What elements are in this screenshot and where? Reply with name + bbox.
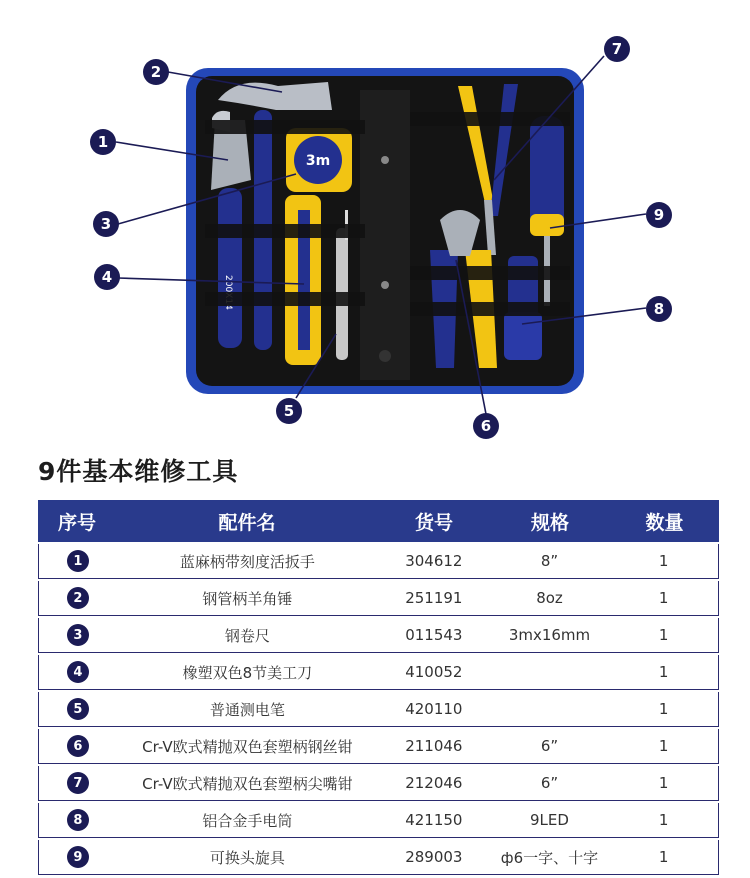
item-code-cell: 289003 [405,848,463,866]
part-name-cell: 蓝麻柄带刻度活扳手 [179,552,315,571]
part-name-cell: 橡塑双色8节美工刀 [182,663,313,682]
item-code-cell: 011543 [405,626,463,644]
row-index-cell [39,661,117,683]
row-number-badge: 8 [67,809,89,831]
callout-1: 1 [90,129,116,155]
callout-4: 4 [94,264,120,290]
spec-cell: 3mx16mm [508,626,591,644]
row-index-cell [39,550,117,572]
header-index: 序号 [57,511,96,534]
table-row [38,692,719,727]
part-name-cell: 钢管柄羊角锤 [202,589,293,608]
table-row [38,544,719,579]
table-row [38,840,719,875]
quantity-cell: 1 [658,848,669,866]
callout-2: 2 [143,59,169,85]
header-quantity: 数量 [645,511,684,534]
row-number-badge: 9 [67,846,89,868]
header-spec: 规格 [530,511,569,534]
row-number-badge: 6 [67,735,89,757]
row-index-cell [39,772,117,794]
quantity-cell: 1 [658,626,669,644]
part-name-cell: 可换头旋具 [209,848,285,867]
table-body [38,544,719,875]
row-index-cell [39,846,117,868]
item-code-cell: 251191 [405,589,463,607]
row-index-cell [39,735,117,757]
spec-cell: 8oz [536,589,563,607]
part-name-cell: Cr-V欧式精抛双色套塑柄尖嘴钳 [142,774,353,793]
callout-8: 8 [646,296,672,322]
spec-cell: 8” [540,552,559,570]
item-code-cell: 212046 [405,774,463,792]
table-row [38,766,719,801]
part-name-cell: Cr-V欧式精抛双色套塑柄钢丝钳 [142,737,353,756]
row-number-badge: 3 [67,624,89,646]
part-name-cell: 钢卷尺 [224,626,270,645]
callout-9: 9 [646,202,672,228]
header-item-code: 货号 [414,511,453,534]
callout-6: 6 [473,413,499,439]
table-row [38,655,719,690]
row-index-cell [39,809,117,831]
spec-cell: 6” [540,737,559,755]
part-name-cell: 普通测电笔 [209,700,285,719]
row-index-cell [39,624,117,646]
quantity-cell: 1 [658,552,669,570]
row-index-cell [39,587,117,609]
utility-knife [285,195,321,365]
callout-7: 7 [604,36,630,62]
item-code-cell: 304612 [405,552,463,570]
quantity-cell: 1 [658,737,669,755]
row-number-badge: 1 [67,550,89,572]
part-name-cell: 铝合金手电筒 [202,811,293,830]
callout-3: 3 [93,211,119,237]
header-part-name: 配件名 [218,511,276,534]
callout-5: 5 [276,398,302,424]
parts-table [38,500,719,875]
tape-label: 3m [305,153,331,169]
spec-cell: 6” [540,774,559,792]
item-code-cell: 420110 [405,700,463,718]
page-title: 9件基本维修工具 [38,457,239,486]
table-row [38,803,719,838]
table-row [38,618,719,653]
table-header [38,500,719,542]
item-code-cell: 421150 [405,811,463,829]
quantity-cell: 1 [658,700,669,718]
table-row [38,729,719,764]
row-number-badge: 5 [67,698,89,720]
tape-measure [286,128,352,192]
spec-cell: 9LED [530,811,569,829]
row-number-badge: 2 [67,587,89,609]
item-code-cell: 410052 [405,663,463,681]
quantity-cell: 1 [658,589,669,607]
center-divider [360,90,410,380]
quantity-cell: 1 [658,774,669,792]
spec-cell: ф6一字、十字 [500,848,599,867]
table-row [38,581,719,616]
row-number-badge: 4 [67,661,89,683]
row-index-cell [39,698,117,720]
quantity-cell: 1 [658,663,669,681]
quantity-cell: 1 [658,811,669,829]
row-number-badge: 7 [67,772,89,794]
item-code-cell: 211046 [405,737,463,755]
